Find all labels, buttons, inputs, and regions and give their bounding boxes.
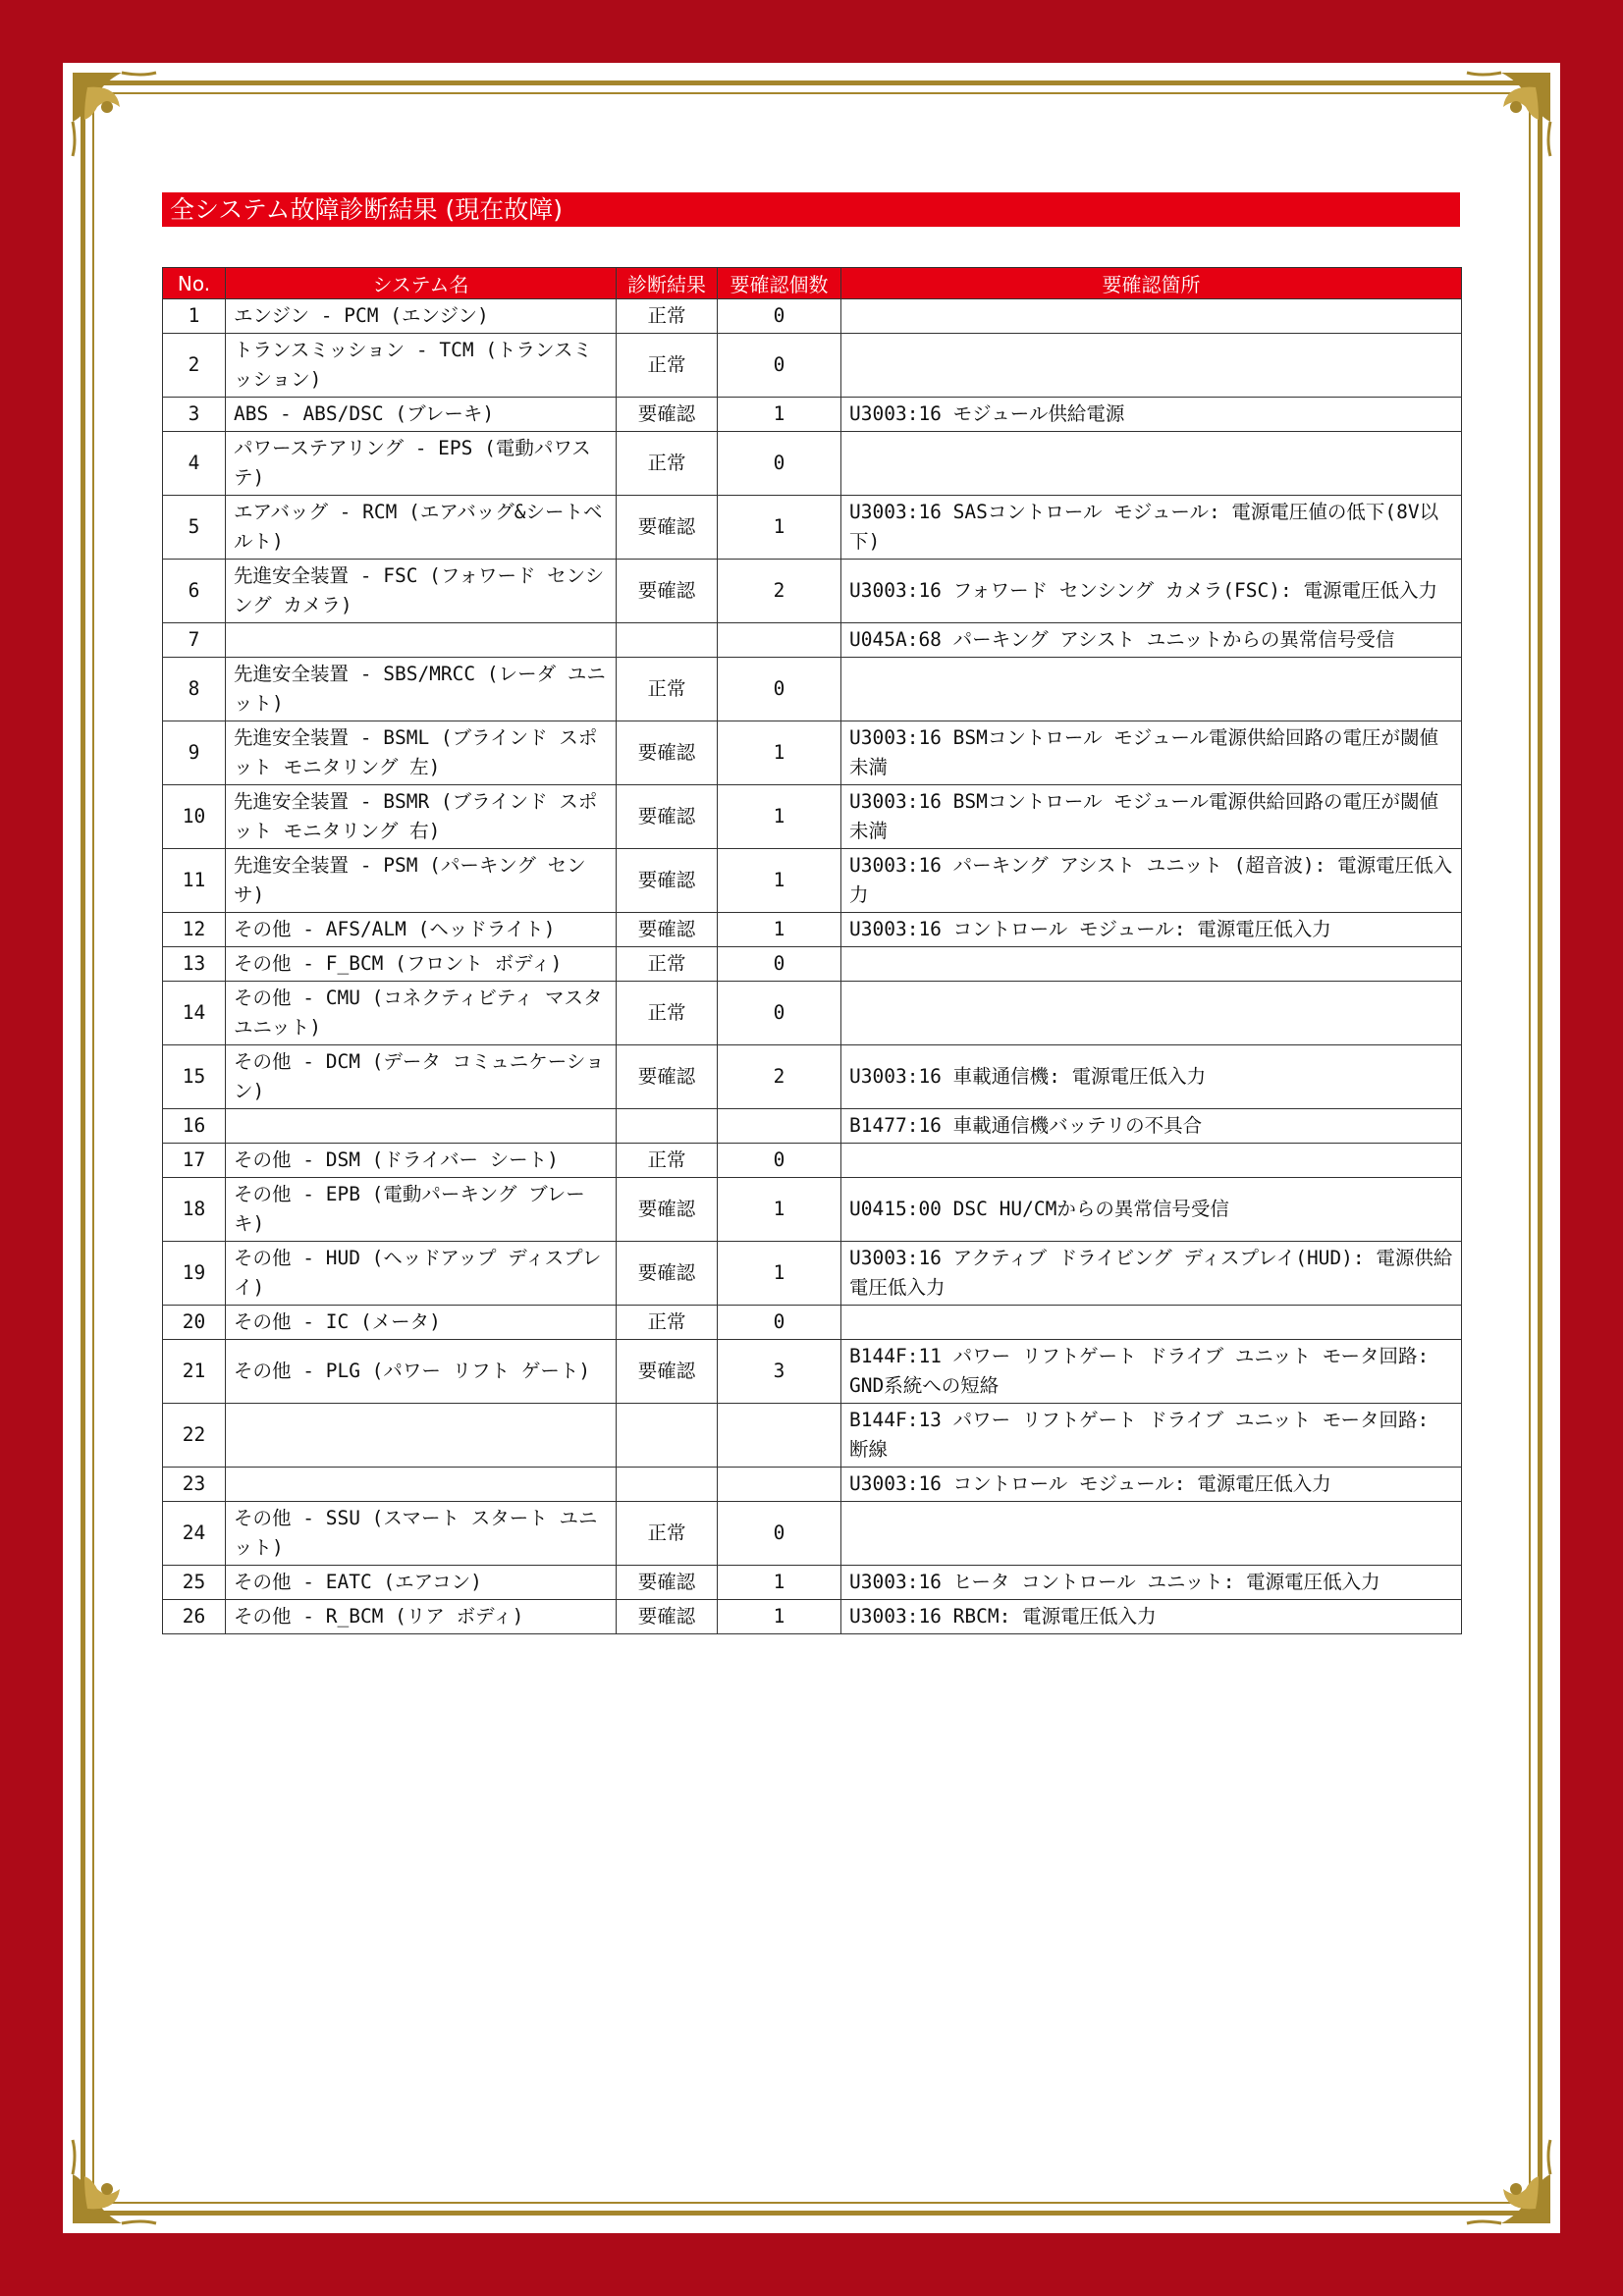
system-name-cell: その他 - F_BCM (フロント ボディ) [226,947,617,982]
system-name-cell [226,1468,617,1502]
system-name-cell: その他 - CMU (コネクティビティ マスタ ユニット) [226,982,617,1045]
location-cell: U3003:16 フォワード センシング カメラ(FSC): 電源電圧低入力 [841,560,1462,623]
location-cell: U3003:16 BSMコントロール モジュール電源供給回路の電圧が閾値未満 [841,721,1462,785]
table-row [163,432,1462,496]
table-row [163,1566,1462,1600]
table-row [163,1109,1462,1144]
row-number: 16 [163,1109,226,1144]
result-cell [617,1468,718,1502]
system-name-cell [226,623,617,658]
count-cell: 1 [718,398,841,432]
table-row [163,1468,1462,1502]
system-name-cell: その他 - SSU (スマート スタート ユニット) [226,1502,617,1566]
count-cell: 1 [718,1242,841,1306]
row-number: 4 [163,432,226,496]
count-cell: 2 [718,560,841,623]
table-row [163,560,1462,623]
system-name-cell: その他 - EATC (エアコン) [226,1566,617,1600]
count-cell: 1 [718,785,841,849]
count-cell: 0 [718,299,841,334]
location-cell [841,299,1462,334]
row-number: 2 [163,334,226,398]
table-row [163,1502,1462,1566]
result-cell: 正常 [617,1306,718,1340]
result-cell: 正常 [617,658,718,721]
row-number: 5 [163,496,226,560]
row-number: 26 [163,1600,226,1634]
system-name-cell: その他 - EPB (電動パーキング ブレーキ) [226,1178,617,1242]
location-cell: U3003:16 ヒータ コントロール ユニット: 電源電圧低入力 [841,1566,1462,1600]
location-cell: U045A:68 パーキング アシスト ユニットからの異常信号受信 [841,623,1462,658]
corner-ornament-icon [63,2115,181,2233]
table-row [163,299,1462,334]
table-row [163,658,1462,721]
system-name-cell: その他 - IC (メータ) [226,1306,617,1340]
header-location: 要確認箇所 [841,268,1462,299]
location-cell: B144F:13 パワー リフトゲート ドライブ ユニット モータ回路: 断線 [841,1404,1462,1468]
row-number: 21 [163,1340,226,1404]
section-title: 全システム故障診断結果 (現在故障) [162,192,1460,227]
location-cell: U3003:16 BSMコントロール モジュール電源供給回路の電圧が閾値未満 [841,785,1462,849]
row-number: 20 [163,1306,226,1340]
result-cell [617,1404,718,1468]
count-cell: 3 [718,1340,841,1404]
table-row [163,1600,1462,1634]
result-cell: 要確認 [617,1600,718,1634]
location-cell: U3003:16 コントロール モジュール: 電源電圧低入力 [841,913,1462,947]
system-name-cell: エアバッグ - RCM (エアバッグ&シートベルト) [226,496,617,560]
system-name-cell: その他 - HUD (ヘッドアップ ディスプレイ) [226,1242,617,1306]
count-cell: 1 [718,1566,841,1600]
count-cell: 0 [718,432,841,496]
row-number: 25 [163,1566,226,1600]
row-number: 14 [163,982,226,1045]
table-row [163,721,1462,785]
location-cell: U3003:16 アクティブ ドライビング ディスプレイ(HUD): 電源供給電圧低入力 [841,1242,1462,1306]
result-cell [617,623,718,658]
table-row [163,1404,1462,1468]
report-page [63,63,1560,2233]
result-cell: 要確認 [617,1566,718,1600]
row-number: 9 [163,721,226,785]
row-number: 23 [163,1468,226,1502]
result-cell: 正常 [617,334,718,398]
table-row [163,1306,1462,1340]
count-cell: 1 [718,496,841,560]
row-number: 15 [163,1045,226,1109]
corner-ornament-icon [1442,63,1560,181]
table-row [163,913,1462,947]
table-row [163,1340,1462,1404]
result-cell: 要確認 [617,785,718,849]
table-row [163,1144,1462,1178]
location-cell: U3003:16 コントロール モジュール: 電源電圧低入力 [841,1468,1462,1502]
result-cell: 要確認 [617,1045,718,1109]
count-cell [718,1404,841,1468]
count-cell: 1 [718,1178,841,1242]
result-cell: 要確認 [617,398,718,432]
header-no: No. [163,268,226,299]
system-name-cell: その他 - AFS/ALM (ヘッドライト) [226,913,617,947]
row-number: 8 [163,658,226,721]
table-row [163,849,1462,913]
system-name-cell: 先進安全装置 - SBS/MRCC (レーダ ユニット) [226,658,617,721]
row-number: 13 [163,947,226,982]
location-cell: U0415:00 DSC HU/CMからの異常信号受信 [841,1178,1462,1242]
system-name-cell: その他 - DCM (データ コミュニケーション) [226,1045,617,1109]
system-name-cell: 先進安全装置 - BSML (ブラインド スポット モニタリング 左) [226,721,617,785]
result-cell: 要確認 [617,1340,718,1404]
result-cell: 要確認 [617,496,718,560]
table-row [163,947,1462,982]
system-name-cell: トランスミッション - TCM (トランスミッション) [226,334,617,398]
result-cell: 要確認 [617,560,718,623]
count-cell: 2 [718,1045,841,1109]
row-number: 17 [163,1144,226,1178]
row-number: 11 [163,849,226,913]
count-cell: 0 [718,947,841,982]
system-name-cell: 先進安全装置 - PSM (パーキング センサ) [226,849,617,913]
system-name-cell: 先進安全装置 - FSC (フォワード センシング カメラ) [226,560,617,623]
location-cell [841,982,1462,1045]
count-cell: 0 [718,334,841,398]
table-row [163,1178,1462,1242]
location-cell: U3003:16 パーキング アシスト ユニット (超音波): 電源電圧低入力 [841,849,1462,913]
table-header-row [163,268,1462,299]
row-number: 19 [163,1242,226,1306]
header-system-name: システム名 [226,268,617,299]
system-name-cell [226,1109,617,1144]
table-row [163,785,1462,849]
location-cell: B1477:16 車載通信機バッテリの不具合 [841,1109,1462,1144]
count-cell: 0 [718,658,841,721]
count-cell: 0 [718,1306,841,1340]
count-cell: 1 [718,913,841,947]
row-number: 1 [163,299,226,334]
table-row [163,623,1462,658]
location-cell [841,1306,1462,1340]
table-row [163,982,1462,1045]
location-cell [841,1144,1462,1178]
system-name-cell: その他 - R_BCM (リア ボディ) [226,1600,617,1634]
count-cell: 1 [718,849,841,913]
result-cell: 要確認 [617,1178,718,1242]
result-cell: 要確認 [617,1242,718,1306]
table-row [163,334,1462,398]
header-result: 診断結果 [617,268,718,299]
count-cell: 1 [718,721,841,785]
location-cell [841,658,1462,721]
table-body [163,299,1462,1634]
count-cell: 0 [718,1502,841,1566]
location-cell: U3003:16 車載通信機: 電源電圧低入力 [841,1045,1462,1109]
system-name-cell: 先進安全装置 - BSMR (ブラインド スポット モニタリング 右) [226,785,617,849]
row-number: 10 [163,785,226,849]
row-number: 18 [163,1178,226,1242]
result-cell: 要確認 [617,849,718,913]
system-name-cell: パワーステアリング - EPS (電動パワステ) [226,432,617,496]
count-cell [718,1468,841,1502]
result-cell: 正常 [617,982,718,1045]
system-name-cell: その他 - PLG (パワー リフト ゲート) [226,1340,617,1404]
location-cell: U3003:16 SASコントロール モジュール: 電源電圧値の低下(8V以下) [841,496,1462,560]
row-number: 7 [163,623,226,658]
table-row [163,1242,1462,1306]
system-name-cell [226,1404,617,1468]
diagnosis-table [162,267,1462,1634]
count-cell: 0 [718,1144,841,1178]
row-number: 24 [163,1502,226,1566]
count-cell [718,1109,841,1144]
result-cell: 正常 [617,1502,718,1566]
system-name-cell: その他 - DSM (ドライバー シート) [226,1144,617,1178]
location-cell: B144F:11 パワー リフトゲート ドライブ ユニット モータ回路: GND系統への短絡 [841,1340,1462,1404]
location-cell [841,1502,1462,1566]
header-count: 要確認個数 [718,268,841,299]
row-number: 12 [163,913,226,947]
corner-ornament-icon [63,63,181,181]
table-row [163,398,1462,432]
location-cell [841,947,1462,982]
corner-ornament-icon [1442,2115,1560,2233]
result-cell: 正常 [617,432,718,496]
result-cell: 要確認 [617,721,718,785]
location-cell: U3003:16 RBCM: 電源電圧低入力 [841,1600,1462,1634]
count-cell: 0 [718,982,841,1045]
table-row [163,1045,1462,1109]
result-cell: 正常 [617,299,718,334]
system-name-cell: ABS - ABS/DSC (ブレーキ) [226,398,617,432]
result-cell [617,1109,718,1144]
result-cell: 正常 [617,1144,718,1178]
row-number: 22 [163,1404,226,1468]
count-cell [718,623,841,658]
location-cell: U3003:16 モジュール供給電源 [841,398,1462,432]
table-row [163,496,1462,560]
result-cell: 要確認 [617,913,718,947]
system-name-cell: エンジン - PCM (エンジン) [226,299,617,334]
row-number: 6 [163,560,226,623]
location-cell [841,334,1462,398]
row-number: 3 [163,398,226,432]
location-cell [841,432,1462,496]
count-cell: 1 [718,1600,841,1634]
result-cell: 正常 [617,947,718,982]
